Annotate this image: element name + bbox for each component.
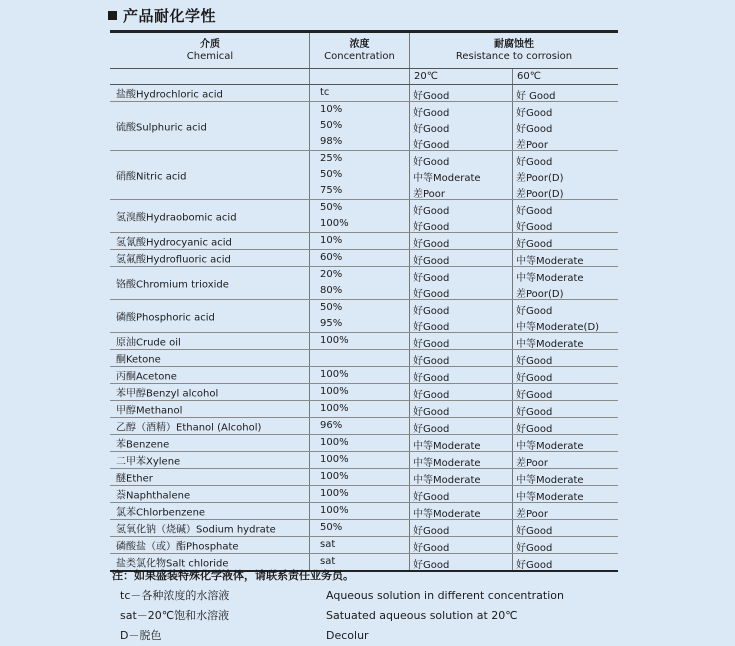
chemical-name: 盐类氯化物Salt chloride xyxy=(116,558,229,570)
resistance-60-cell: 好Good xyxy=(516,424,553,435)
chemical-name: 氯苯Chlorbenzene xyxy=(116,507,206,519)
resistance-60-cell: 中等Moderate xyxy=(516,256,584,267)
resistance-20-cell: 好Good xyxy=(413,289,450,300)
table-row-group xyxy=(110,267,618,300)
table-row-group xyxy=(110,367,618,384)
concentration-cell: 100% xyxy=(320,403,349,414)
note-item xyxy=(112,586,632,606)
chemical-name: 硫酸Sulphuric acid xyxy=(116,122,207,134)
table-row xyxy=(110,102,618,118)
note-item xyxy=(112,626,632,646)
resistance-20-cell: 好Good xyxy=(413,407,450,418)
table-row xyxy=(110,452,618,468)
table-row xyxy=(110,250,618,266)
table-row xyxy=(110,367,618,383)
table-row xyxy=(110,418,618,434)
notes-head: 注：如果盛装特殊化学液体，请联系责任业务员。 xyxy=(112,569,354,582)
resistance-20-cell: 好Good xyxy=(413,492,450,503)
table-row-group xyxy=(110,333,618,350)
table-row xyxy=(110,435,618,451)
chemical-name: 苯甲醇Benzyl alcohol xyxy=(116,388,219,400)
resistance-60-cell: 中等Moderate xyxy=(516,492,584,503)
resistance-20-cell: 好Good xyxy=(413,424,450,435)
note-key: tc－各种浓度的水溶液 xyxy=(120,589,230,602)
chemical-name: 氢氧化钠（烧碱）Sodium hydrate xyxy=(116,524,276,536)
table-row xyxy=(110,300,618,316)
resistance-20-cell: 好Good xyxy=(413,206,450,217)
temp-60-label: 60℃ xyxy=(517,71,541,82)
resistance-20-cell: 好Good xyxy=(413,91,450,102)
header-chemical xyxy=(110,39,310,63)
table-row-group xyxy=(110,85,618,102)
note-item xyxy=(112,606,632,626)
temperature-subheader xyxy=(110,69,618,85)
concentration-cell: 10% xyxy=(320,104,343,115)
table-row xyxy=(110,167,618,183)
resistance-60-cell: 好Good xyxy=(516,124,553,135)
note-value: Satuated aqueous solution at 20℃ xyxy=(326,609,518,622)
concentration-cell: 96% xyxy=(320,420,343,431)
table-row xyxy=(110,486,618,502)
resistance-60-cell: 中等Moderate(D) xyxy=(516,322,600,333)
chemical-name: 乙醇（酒精）Ethanol (Alcohol) xyxy=(116,422,262,434)
table-row xyxy=(110,384,618,400)
chemical-name: 盐酸Hydrochloric acid xyxy=(116,89,223,101)
resistance-60-cell: 好Good xyxy=(516,373,553,384)
resistance-20-cell: 好Good xyxy=(413,157,450,168)
table-row-group xyxy=(110,435,618,452)
concentration-cell: 10% xyxy=(320,235,343,246)
chemical-name: 丙酮Acetone xyxy=(116,371,177,383)
note-value: Aqueous solution in different concentration xyxy=(326,589,564,602)
table-row xyxy=(110,267,618,283)
chemical-name: 二甲苯Xylene xyxy=(116,456,181,468)
resistance-60-cell: 差Poor(D) xyxy=(516,173,564,184)
concentration-cell: 50% xyxy=(320,522,343,533)
resistance-20-cell: 好Good xyxy=(413,356,450,367)
concentration-cell: 100% xyxy=(320,335,349,346)
resistance-20-cell: 好Good xyxy=(413,306,450,317)
notes-list xyxy=(112,586,632,646)
resistance-60-cell: 中等Moderate xyxy=(516,475,584,486)
resistance-20-cell: 中等Moderate xyxy=(413,509,481,520)
concentration-cell: 100% xyxy=(320,471,349,482)
table-row xyxy=(110,200,618,216)
concentration-cell: 100% xyxy=(320,386,349,397)
chemical-name: 原油Crude oil xyxy=(116,337,181,349)
table-row-group xyxy=(110,537,618,554)
concentration-cell: 80% xyxy=(320,285,343,296)
chemical-name: 磷酸Phosphoric acid xyxy=(116,312,215,324)
concentration-cell: 100% xyxy=(320,488,349,499)
header-chemical-zh: 介质 xyxy=(200,39,220,50)
concentration-cell: 50% xyxy=(320,169,343,180)
table-row-group xyxy=(110,520,618,537)
table-row-group xyxy=(110,452,618,469)
resistance-20-cell: 中等Moderate xyxy=(413,475,481,486)
table-row xyxy=(110,503,618,519)
chemical-resistance-table xyxy=(110,30,618,572)
resistance-60-cell: 好Good xyxy=(516,526,553,537)
table-row-group xyxy=(110,300,618,333)
resistance-60-cell: 中等Moderate xyxy=(516,339,584,350)
concentration-cell: 20% xyxy=(320,269,343,280)
notes xyxy=(112,566,632,646)
concentration-cell: 95% xyxy=(320,318,343,329)
resistance-60-cell: 好Good xyxy=(516,407,553,418)
resistance-20-cell: 中等Moderate xyxy=(413,173,481,184)
chemical-name: 苯Benzene xyxy=(116,439,170,451)
temp-20-label: 20℃ xyxy=(414,71,438,82)
resistance-60-cell: 好Good xyxy=(516,543,553,554)
resistance-60-cell: 好Good xyxy=(516,356,553,367)
chemical-name: 氢溴酸Hydraobomic acid xyxy=(116,212,237,224)
table-row xyxy=(110,316,618,332)
resistance-20-cell: 好Good xyxy=(413,526,450,537)
concentration-cell: 25% xyxy=(320,153,343,164)
header-concentration-en: Concentration xyxy=(324,51,395,62)
chemical-name: 铬酸Chromium trioxide xyxy=(116,279,229,291)
table-row-group xyxy=(110,233,618,250)
resistance-60-cell: 差Poor xyxy=(516,509,549,520)
resistance-60-cell: 中等Moderate xyxy=(516,441,584,452)
concentration-cell: tc xyxy=(320,87,330,98)
table-row-group xyxy=(110,151,618,200)
header-resistance-zh: 耐腐蚀性 xyxy=(494,39,534,50)
table-row-group xyxy=(110,250,618,267)
resistance-60-cell: 差Poor xyxy=(516,458,549,469)
concentration-cell: 100% xyxy=(320,437,349,448)
concentration-cell: 50% xyxy=(320,202,343,213)
table-row xyxy=(110,350,618,366)
resistance-20-cell: 好Good xyxy=(413,390,450,401)
concentration-cell: sat xyxy=(320,556,336,567)
concentration-cell: 100% xyxy=(320,454,349,465)
page-title xyxy=(108,5,216,26)
resistance-20-cell: 好Good xyxy=(413,373,450,384)
resistance-20-cell: 好Good xyxy=(413,322,450,333)
resistance-60-cell: 好Good xyxy=(516,108,553,119)
chemical-name: 氢氰酸Hydrocyanic acid xyxy=(116,237,232,249)
table-row-group xyxy=(110,418,618,435)
resistance-20-cell: 好Good xyxy=(413,108,450,119)
table-row xyxy=(110,134,618,150)
resistance-20-cell: 差Poor xyxy=(413,189,446,200)
table-row xyxy=(110,85,618,101)
resistance-60-cell: 好Good xyxy=(516,306,553,317)
note-key: D－脱色 xyxy=(120,629,162,642)
table-row-group xyxy=(110,503,618,520)
chemical-name: 磷酸盐（或）酯Phosphate xyxy=(116,541,239,553)
chemical-name: 醚Ether xyxy=(116,473,153,485)
resistance-20-cell: 好Good xyxy=(413,239,450,250)
table-row xyxy=(110,401,618,417)
resistance-20-cell: 中等Moderate xyxy=(413,441,481,452)
resistance-60-cell: 中等Moderate xyxy=(516,273,584,284)
table-row xyxy=(110,118,618,134)
resistance-60-cell: 好Good xyxy=(516,390,553,401)
resistance-20-cell: 好Good xyxy=(413,222,450,233)
chemical-name: 酮Ketone xyxy=(116,354,161,366)
table-row xyxy=(110,151,618,167)
chemical-name: 萘Naphthalene xyxy=(116,490,191,502)
table-row-group xyxy=(110,486,618,503)
concentration-cell: 50% xyxy=(320,302,343,313)
table-row xyxy=(110,283,618,299)
concentration-cell: 100% xyxy=(320,369,349,380)
table-row xyxy=(110,183,618,199)
resistance-60-cell: 好 Good xyxy=(516,91,556,102)
resistance-20-cell: 好Good xyxy=(413,560,450,571)
concentration-cell: 100% xyxy=(320,218,349,229)
header-concentration xyxy=(310,39,409,63)
chemical-name: 硝酸Nitric acid xyxy=(116,171,187,183)
resistance-20-cell: 好Good xyxy=(413,140,450,151)
table-row-group xyxy=(110,469,618,486)
resistance-20-cell: 好Good xyxy=(413,273,450,284)
resistance-60-cell: 好Good xyxy=(516,222,553,233)
table-row-group xyxy=(110,350,618,367)
table-row xyxy=(110,537,618,553)
resistance-20-cell: 中等Moderate xyxy=(413,458,481,469)
table-row-group xyxy=(110,102,618,151)
table-row-group xyxy=(110,384,618,401)
title-text: 产品耐化学性 xyxy=(123,7,217,25)
note-value: Decolur xyxy=(326,629,369,642)
resistance-60-cell: 好Good xyxy=(516,157,553,168)
resistance-20-cell: 好Good xyxy=(413,124,450,135)
table-row-group xyxy=(110,401,618,418)
resistance-60-cell: 差Poor(D) xyxy=(516,189,564,200)
resistance-60-cell: 好Good xyxy=(516,239,553,250)
chemical-name: 氢氟酸Hydrofluoric acid xyxy=(116,254,231,266)
concentration-cell: 100% xyxy=(320,505,349,516)
resistance-20-cell: 好Good xyxy=(413,339,450,350)
concentration-cell: 98% xyxy=(320,136,343,147)
table-row xyxy=(110,333,618,349)
table-header xyxy=(110,33,618,69)
table-row xyxy=(110,469,618,485)
table-row xyxy=(110,233,618,249)
resistance-20-cell: 好Good xyxy=(413,543,450,554)
concentration-cell: sat xyxy=(320,539,336,550)
table-row-group xyxy=(110,200,618,233)
resistance-60-cell: 好Good xyxy=(516,206,553,217)
header-resistance xyxy=(410,39,618,63)
concentration-cell: 75% xyxy=(320,185,343,196)
bullet-square-icon xyxy=(108,11,117,20)
table-body xyxy=(110,85,618,572)
header-resistance-en: Resistance to corrosion xyxy=(455,51,573,62)
chemical-name: 甲醇Methanol xyxy=(116,405,183,417)
resistance-60-cell: 差Poor xyxy=(516,140,549,151)
resistance-60-cell: 好Good xyxy=(516,560,553,571)
concentration-cell: 50% xyxy=(320,120,343,131)
header-chemical-en: Chemical xyxy=(186,51,234,62)
table-row xyxy=(110,520,618,536)
resistance-20-cell: 好Good xyxy=(413,256,450,267)
resistance-60-cell: 差Poor(D) xyxy=(516,289,564,300)
note-key: sat－20℃饱和水溶液 xyxy=(120,609,230,622)
concentration-cell: 60% xyxy=(320,252,343,263)
table-row xyxy=(110,216,618,232)
header-concentration-zh: 浓度 xyxy=(349,39,370,50)
